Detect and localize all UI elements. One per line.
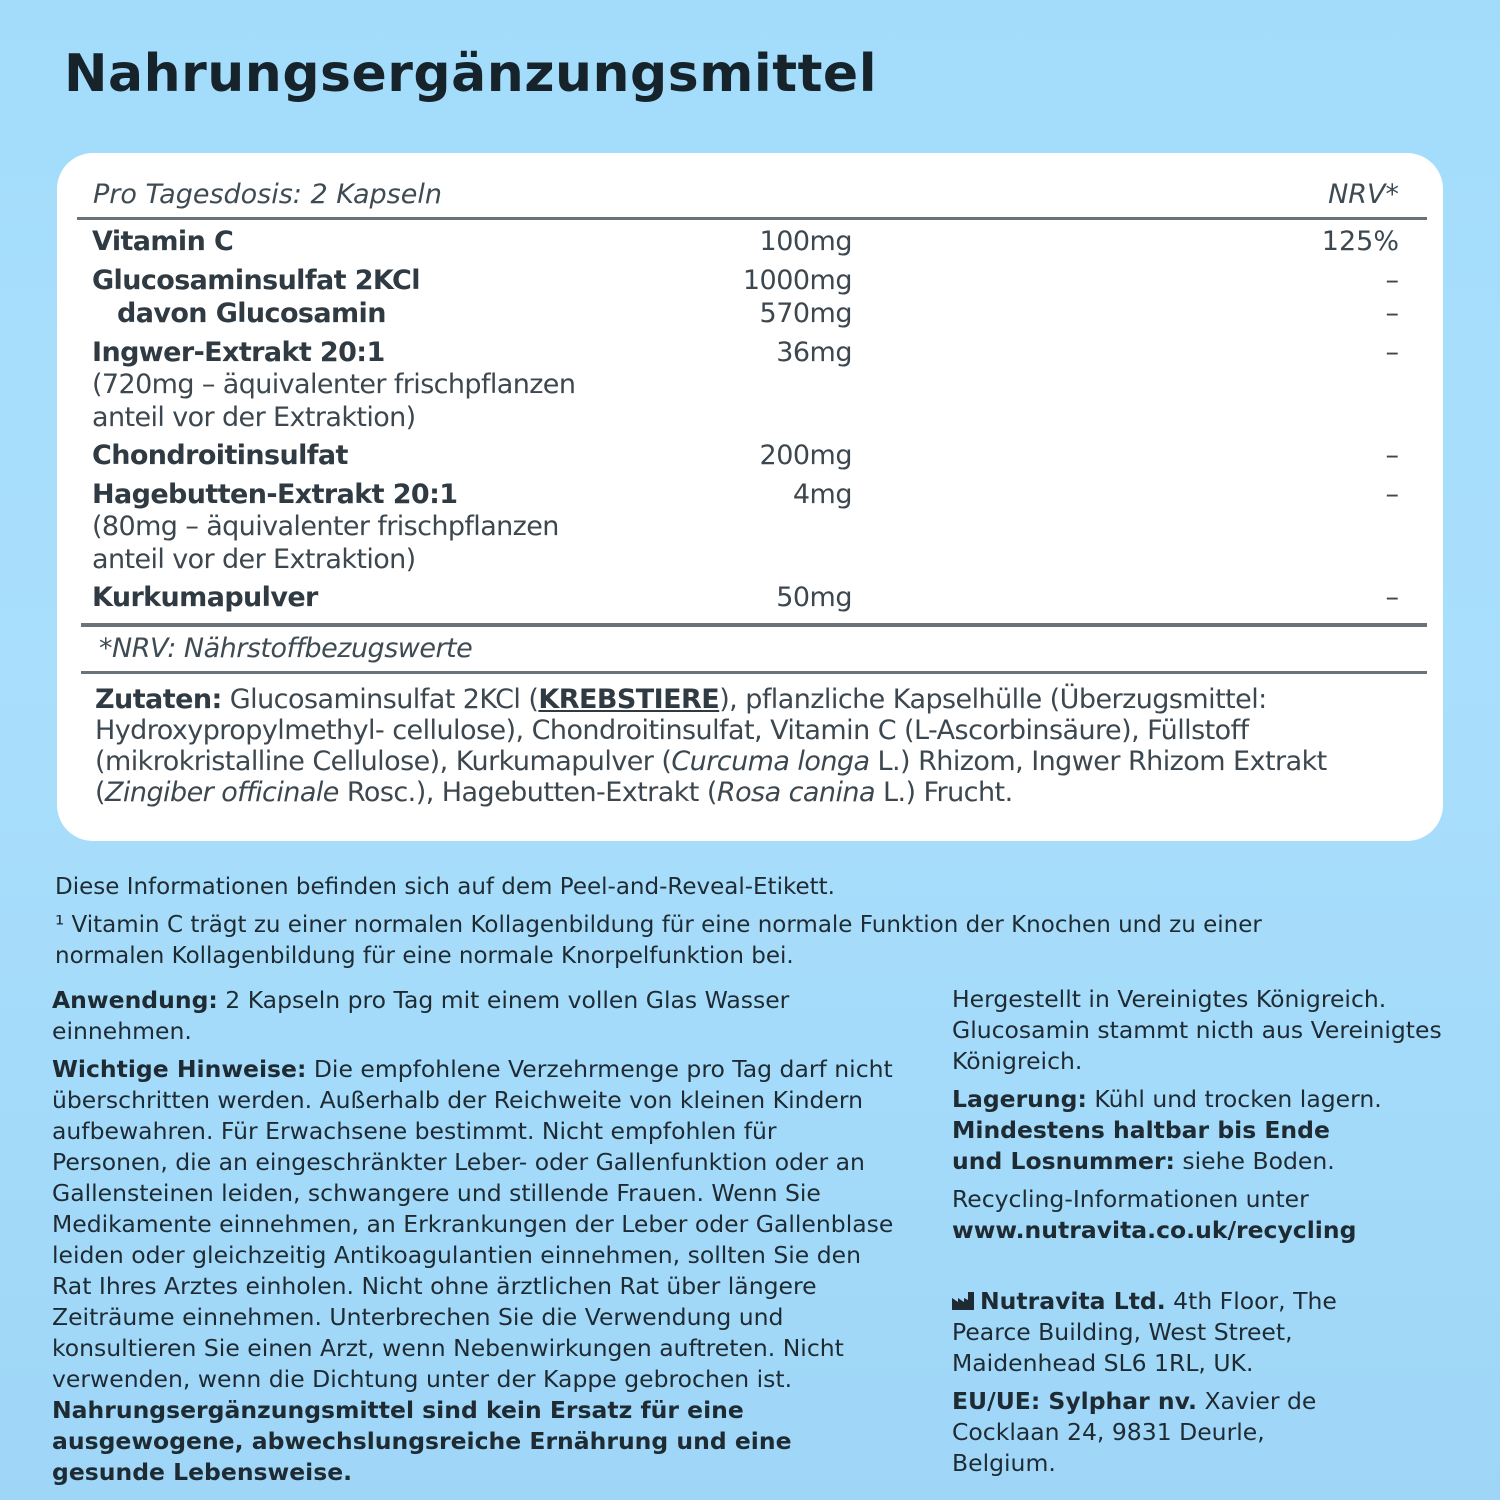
nutrient-nrv: 125% xyxy=(1321,226,1399,257)
peel-info: Diese Informationen befinden sich auf dem Peel-and-Reveal-Etikett. xyxy=(55,874,835,900)
storage: Lagerung: Kühl und trocken lagern. xyxy=(952,1085,1382,1113)
allergen: KREBSTIERE xyxy=(538,684,720,715)
ingredients-text: Zutaten: Glucosaminsulfat 2KCl (KREBSTIERE), pflanzliche Kapselhülle (Überzugsmittel: Hydroxypropylmethyl- cellulose), Chondroitinsulfat, Vitamin C (L-Ascorbinsäure), Füllstoff (mikrokristalline Cellulose), Kurkumapulver (Curcuma longa L.) Rhizom, Ingwer Rhizom Extrakt (Zingiber officinale Rosc.), Hagebutten-Extrakt (Rosa canina L.) Frucht. xyxy=(95,684,1327,808)
nutrient-amount: 100mg xyxy=(759,226,852,257)
vitamin-footnote-line1: ¹ Vitamin C trägt zu einer normalen Kollagenbildung für eine normale Funktion der Knochen und zu einer xyxy=(55,912,1262,938)
nutrient-amount: 1000mg xyxy=(742,265,852,296)
nutrient-name: davon Glucosamin xyxy=(117,298,386,329)
factory-icon xyxy=(952,1292,974,1310)
nutrition-card xyxy=(57,153,1443,841)
nutrient-note: anteil vor der Extraktion) xyxy=(92,402,416,433)
nutrient-amount: 570mg xyxy=(759,298,852,329)
best-before: Mindestens haltbar bis Ende und Losnummer: siehe Boden. xyxy=(952,1116,1335,1175)
table-header-nrv: NRV* xyxy=(1328,179,1399,210)
page-title: Nahrungsergänzungsmittel xyxy=(64,44,878,104)
divider xyxy=(77,217,1427,220)
nutrient-amount: 50mg xyxy=(776,582,852,613)
right-column xyxy=(952,984,1462,1479)
nutrient-name: Vitamin C xyxy=(92,226,234,257)
nutrient-name: Chondroitinsulfat xyxy=(92,440,348,471)
nutrient-note: (80mg – äquivalenter frischpflanzen xyxy=(92,511,559,542)
divider xyxy=(81,671,1427,674)
nutrient-amount: 200mg xyxy=(759,440,852,471)
nrv-footnote: *NRV: Nährstoffbezugswerte xyxy=(99,633,473,664)
warnings-bold: Nahrungsergänzungsmittel sind kein Ersatz für eine ausgewogene, abwechslungsreiche Ernährung und eine gesunde Lebensweise. xyxy=(52,1396,792,1486)
nutrient-nrv: – xyxy=(1385,337,1399,368)
nutrient-name: Ingwer-Extrakt 20:1 xyxy=(92,337,385,368)
nutrient-nrv: – xyxy=(1385,582,1399,613)
recycling-text: Recycling-Informationen unter xyxy=(952,1185,1309,1213)
table-header-label: Pro Tagesdosis: 2 Kapseln xyxy=(93,179,442,210)
vitamin-footnote-line2: normalen Kollagenbildung für eine normale Knorpelfunktion bei. xyxy=(55,943,794,969)
recycling-link[interactable]: www.nutravita.co.uk/recycling xyxy=(952,1216,1357,1244)
ingredients-label: Zutaten: xyxy=(95,684,222,715)
nutrient-note: (720mg – äquivalenter frischpflanzen xyxy=(92,369,576,400)
nutrient-nrv: – xyxy=(1385,298,1399,329)
nutrient-amount: 36mg xyxy=(776,337,852,368)
divider xyxy=(81,623,1427,627)
nutrient-name: Hagebutten-Extrakt 20:1 xyxy=(92,479,458,510)
usage-paragraph: Anwendung: 2 Kapseln pro Tag mit einem vollen Glas Wasser einnehmen. xyxy=(52,986,790,1045)
warnings-paragraph: Wichtige Hinweise: Die empfohlene Verzehrmenge pro Tag darf nicht überschritten werden. Außerhalb der Reichweite von kleinen Kindern aufbewahren. Für Erwachsene bestimmt. Nicht empfohlen für Personen, die an eingeschränkter Leber- oder Gallenfunktion oder an Gallensteinen leiden, schwangere und stillende Frauen. Wenn Sie Medikamente einnehmen, an Erkrankungen der Leber oder Gallenblase leiden oder gleichzeitig Antikoagulantien einnehmen, sollten Sie den Rat Ihres Arztes einholen. Nicht ohne ärztlichen Rat über längere Zeiträume einnehmen. Unterbrechen Sie die Verwendung und konsultieren Sie einen Arzt, wenn Nebenwirkungen auftreten. Nicht verwenden, wenn die Dichtung unter der Kappe gebrochen ist. Nahrungsergänzungsmittel sind kein Ersatz für eine ausgewogene, abwechslungsreiche Ernährung und eine gesunde Lebensweise. xyxy=(52,1055,894,1486)
nutrient-amount: 4mg xyxy=(792,479,852,510)
manufacturer: Nutravita Ltd. 4th Floor, The Pearce Building, West Street, Maidenhead SL6 1RL, UK. xyxy=(952,1287,1337,1377)
eu-representative: EU/UE: Sylphar nv. Xavier de Cocklaan 24, 9831 Deurle, Belgium. xyxy=(952,1387,1317,1477)
nutrient-nrv: – xyxy=(1385,265,1399,296)
nutrient-name: Glucosaminsulfat 2KCl xyxy=(92,265,420,296)
nutrient-nrv: – xyxy=(1385,440,1399,471)
left-column xyxy=(52,985,897,1488)
nutrient-name: Kurkumapulver xyxy=(92,582,318,613)
nutrient-nrv: – xyxy=(1385,479,1399,510)
nutrient-note: anteil vor der Extraktion) xyxy=(92,544,416,575)
made-in: Hergestellt in Vereinigtes Königreich. Glucosamin stammt nicth aus Vereinigtes Königreich. xyxy=(952,985,1442,1075)
